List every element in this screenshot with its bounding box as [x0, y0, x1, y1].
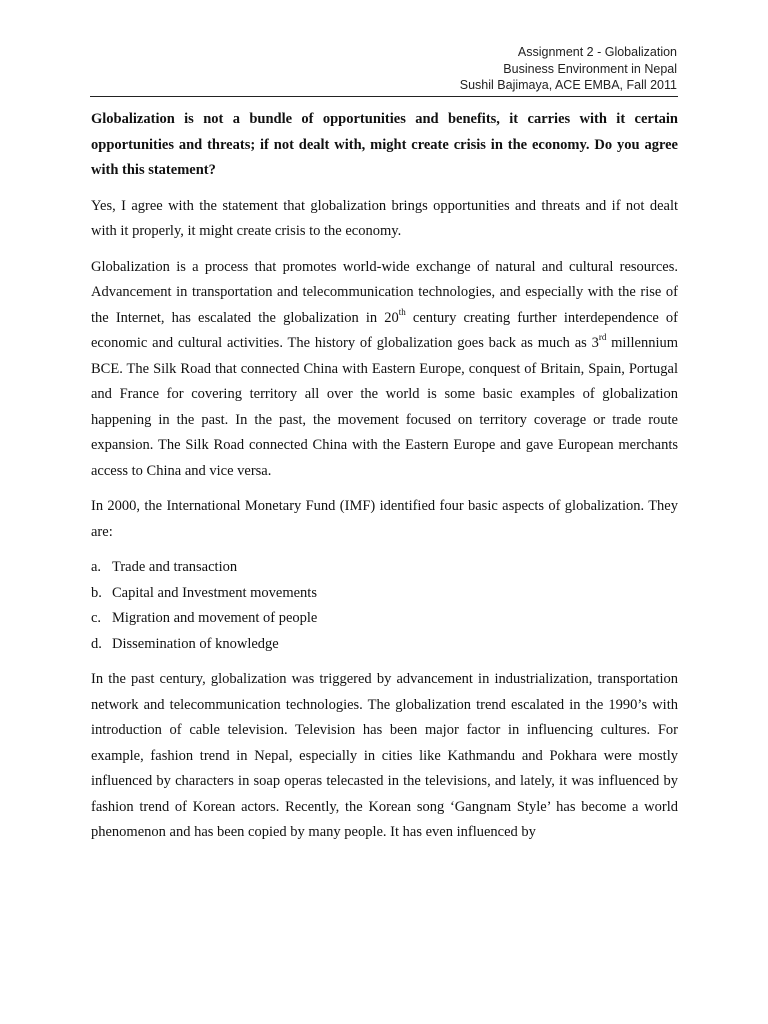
list-item: a. Trade and transaction [91, 559, 238, 575]
question-heading: Globalization is not a bundle of opportunities and benefits, it carries with it certain opportunities and threats; if not dealt with, might create crisis in the economy. Do you agree with this statement? [91, 111, 678, 178]
superscript-rd: rd [598, 332, 607, 343]
imf-paragraph: In 2000, the International Monetary Fund (IMF) identified four basic aspects of globalization. They are: [91, 498, 678, 540]
past-century-paragraph: In the past century, globalization was triggered by advancement in industrialization, transportation network and telecommunication technologies. The globalization trend escalated in the 1990’s with introduction of cable television. Television has been major factor in influencing cultures. For example, fashion trend in Nepal, especially in cities like Kathmandu and Pokhara were mostly influenced by characters in soap operas telecasted in the televisions, and lately, it was influenced by fashion trend of Korean actors. Recently, the Korean song ‘Gangnam Style’ has become a world phenomenon and has been copied by many people. It has even influenced by [91, 671, 678, 840]
list-item: b. Capital and Investment movements [91, 584, 317, 601]
history-text-1: Globalization is a process that promotes world-wide exchange of natural and cultural resources. Advancement in transportation and telecommunication technologies, and especially with the rise of the Internet, has escalated the globalization in 20 [91, 258, 678, 326]
document-body [91, 107, 678, 856]
history-paragraph [91, 255, 678, 485]
page-header [460, 44, 677, 94]
header-rule [90, 96, 678, 97]
list-item: d. Dissemination of knowledge [91, 635, 279, 652]
header-course: Business Environment in Nepal [503, 61, 677, 76]
history-text-3: millennium BCE. The Silk Road that connected China with Eastern Europe, conquest of Britain, Spain, Portugal and France for covering territory all over the world is some basic examples of globalization happening in the past. In the past, the movement focused on territory coverage or trade route expansion. The Silk Road connected China with the Eastern Europe and gave European merchants access to China and vice versa. [91, 335, 678, 479]
aspects-list [91, 555, 678, 657]
answer-intro-paragraph: Yes, I agree with the statement that globalization brings opportunities and threats and if not dealt with it properly, it might create crisis to the economy. [91, 197, 678, 239]
history-text-2: century creating further interdependence of economic and cultural activities. The history of globalization goes back as much as 3 [91, 309, 678, 351]
header-author: Sushil Bajimaya, ACE EMBA, Fall 2011 [459, 78, 677, 92]
header-assignment: Assignment 2 - Globalization [517, 45, 677, 59]
list-item: c. Migration and movement of people [91, 610, 318, 626]
superscript-th: th [398, 306, 406, 317]
